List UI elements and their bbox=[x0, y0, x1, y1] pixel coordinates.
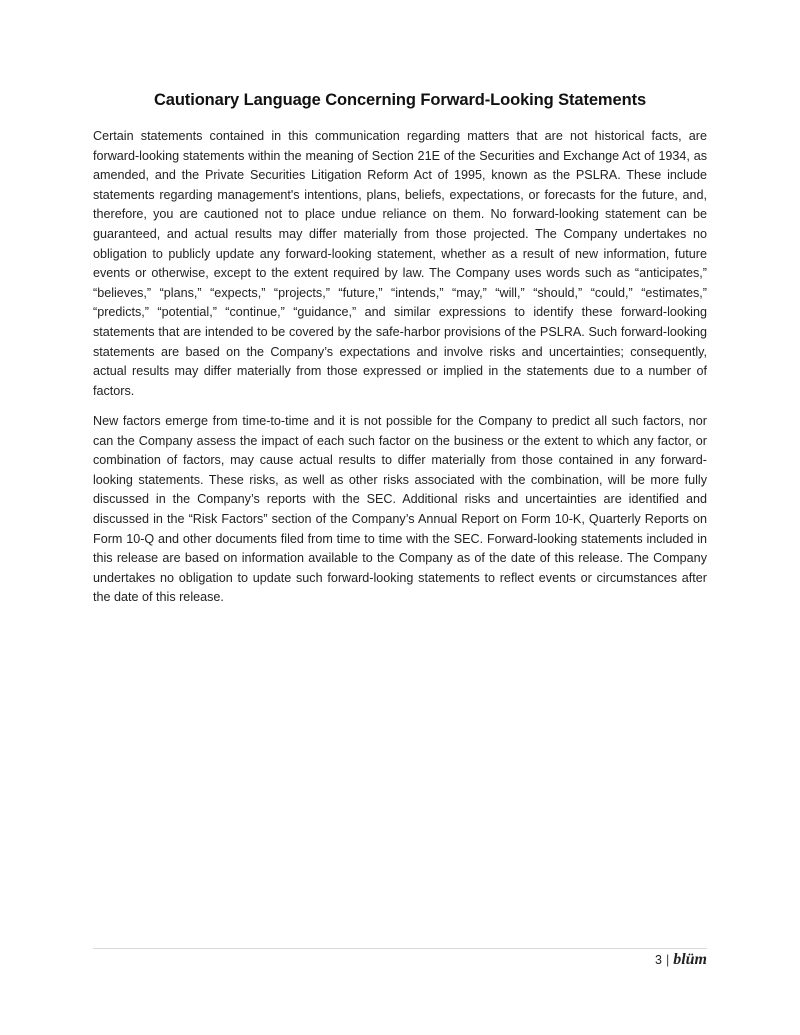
brand-logo: blüm bbox=[673, 951, 707, 968]
footer-separator: | bbox=[665, 953, 670, 967]
page-title: Cautionary Language Concerning Forward-Looking Statements bbox=[153, 91, 647, 109]
footer-divider bbox=[93, 948, 707, 949]
paragraph-risk-factors: New factors emerge from time-to-time and it is not possible for the Company to predict all such factors, nor can the Company assess the impact of each such factor on the business or the extent to which any factor, or combination of factors, may cause actual results to differ materially from those contained in any forward-looking statements. These risks, as well as other risks associated with the combination, will be more fully discussed in the Company’s reports with the SEC. Additional risks and uncertainties are identified and discussed in the “Risk Factors” section of the Company’s Annual Report on Form 10-K, Quarterly Reports on Form 10-Q and other documents filed from time to time with the SEC. Forward-looking statements included in this release are based on information available to the Company as of the date of this release. The Company undertakes no obligation to update such forward-looking statements to reflect events or circumstances after the date of this release. bbox=[93, 414, 707, 605]
page-number: 3 bbox=[655, 953, 662, 967]
paragraph-forward-looking-statements: Certain statements contained in this communication regarding matters that are not historical facts, are forward-looking statements within the meaning of Section 21E of the Securities and Exchange Act of 1934, as amended, and the Private Securities Litigation Reform Act of 1995, known as the PSLRA. These include statements regarding management's intentions, plans, beliefs, expectations, or forecasts for the future, and, therefore, you are cautioned not to place undue reliance on them. No forward-looking statement can be guaranteed, and actual results may differ materially from those projected. The Company undertakes no obligation to publicly update any forward-looking statement, whether as a result of new information, future events or otherwise, except to the extent required by law. The Company uses words such as “anticipates,” “believes,” “plans,” “expects,” “projects,” “future,” “intends,” “may,” “will,” “should,” “could,” “estimates,” “predicts,” “potential,” “continue,” “guidance,” and similar expressions to identify these forward-looking statements that are intended to be covered by the safe-harbor provisions of the PSLRA. Such forward-looking statements are based on the Company’s expectations and involve risks and uncertainties; consequently, actual results may differ materially from those expressed or implied in the statements due to a number of factors. bbox=[93, 129, 707, 398]
page-footer bbox=[655, 951, 707, 969]
